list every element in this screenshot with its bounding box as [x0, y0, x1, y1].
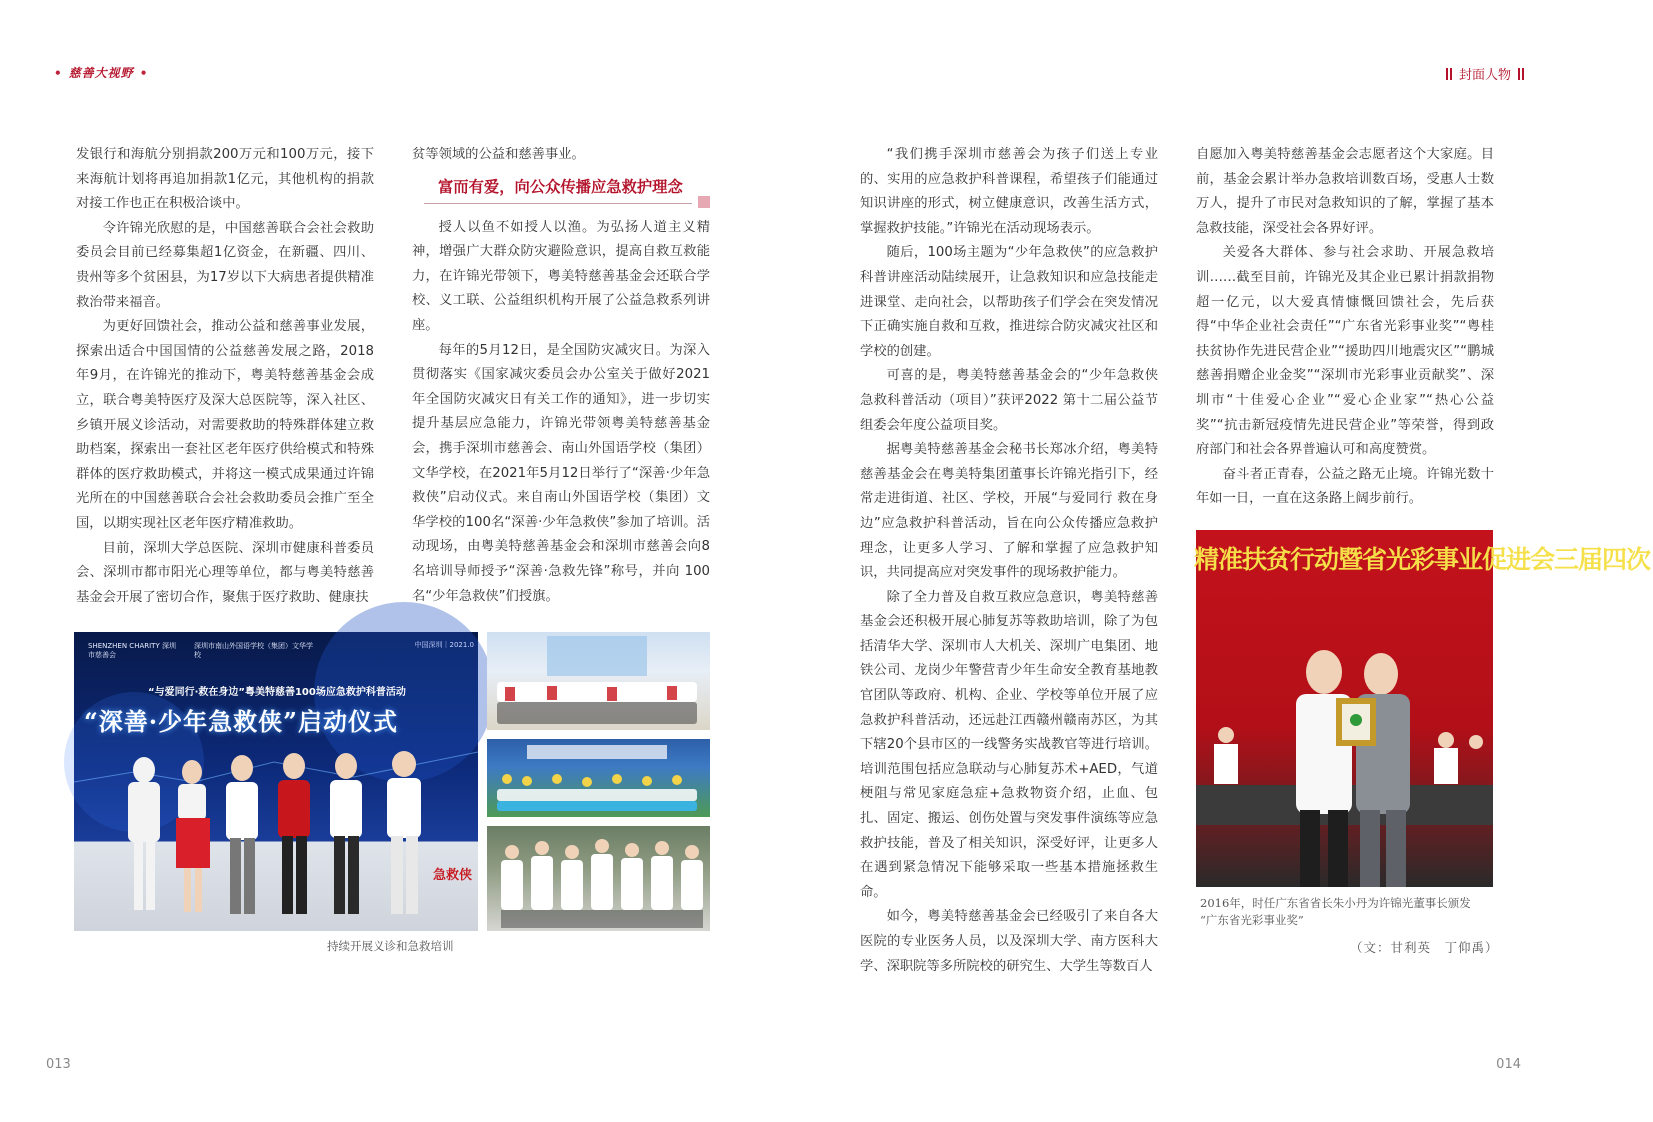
bullet-icon: •	[54, 66, 63, 80]
paragraph: 随后，100场主题为“少年急救侠”的应急救护科普讲座活动陆续展开，让急救知识和应急技能走进课堂、走向社会，以帮助孩子们学会在突发情况下正确实施自救和互救，推进综合防灾减灾社区和学校的创建。	[860, 245, 1158, 359]
page-number-left: 013	[46, 1057, 71, 1072]
section-heading: 富而有爱，向公众传播应急救护理念	[412, 172, 710, 202]
heading-underline	[424, 203, 692, 204]
photo-group-audience	[487, 632, 710, 730]
photo-award-ceremony	[1194, 530, 1651, 887]
article-credit: （文：甘利英 丁仰禹）	[1350, 940, 1499, 955]
photo-caption-right-line2: “广东省光彩事业奖”	[1200, 913, 1304, 927]
paragraph: 目前，深圳大学总医院、深圳市健康科普委员会、深圳市都市阳光心理等单位，都与粤美特慈善基金会开展了密切合作，聚焦于医疗救助、健康扶	[76, 540, 374, 605]
paragraph: 自愿加入粤美特慈善基金会志愿者这个大家庭。目前，基金会累计举办急救培训数百场，受惠人士数万人，提升了市民对急救知识的了解，掌握了基本急救技能，深受社会各界好评。	[1196, 147, 1494, 236]
banner-title: “深善·少年急救侠”启动仪式	[84, 707, 398, 736]
photo-caption-right-line1: 2016年，时任广东省省长朱小丹为许锦光董事长颁发	[1200, 896, 1471, 910]
paragraph: 据粤美特慈善基金会秘书长郑冰介绍，粤美特慈善基金会在粤美特集团董事长许锦光指引下，经常走进街道、社区、学校，开展“与爱同行 救在身边”应急救护科普活动，旨在向公众传播应急救护理念，让更多人学习、了解和掌握了应急救护知识，共同提高应对突发事件的现场救护能力。	[860, 442, 1158, 581]
paragraph: 授人以鱼不如授人以渔。为弘扬人道主义精神，增强广大群众防灾避险意识，提高自救互救能力，在许锦光带领下，粤美特慈善基金会还联合学校、义工联、公益组织机构开展了公益急救系列讲座。	[412, 219, 710, 333]
double-bar-icon	[1517, 68, 1525, 83]
sponsor-logo-school: 深圳市南山外国语学校（集团）文华学校	[194, 642, 313, 659]
text-column-4	[1196, 143, 1494, 512]
paragraph: 奋斗者正青春，公益之路无止境。许锦光数十年如一日，一直在这条路上阔步前行。	[1196, 466, 1494, 507]
column-label: 封面人物	[1439, 64, 1531, 83]
sponsor-logo-charity: SHENZHEN CHARITY 深圳市慈善会	[88, 642, 176, 659]
paragraph: 每年的5月12日，是全国防灾减灾日。为深入贯彻落实《国家减灾委员会办公室关于做好2021年全国防灾减灾日有关工作的通知》，进一步切实提升基层应急能力，许锦光带领粤美特慈善基金会，携手深圳市慈善会、南山外国语学校（集团）文华学校，在2021年5月12日举行了“深善·少年急救侠”启动仪式。来自南山外国语学校（集团）文华学校的100名“深善·少年急救侠”参加了培训。活动现场，由粤美特慈善基金会和深圳市慈善会向8名培训导师授予“深善·急救先锋”称号，并向 100名“少年急救侠”们授旗。	[412, 342, 710, 604]
banner-subtitle: “与爱同行·救在身边”粤美特慈善100场应急救护科普活动	[148, 687, 406, 698]
paragraph: “我们携手深圳市慈善会为孩子们送上专业的、实用的应急救护科普课程，希望孩子们能通过知识讲座的形式，树立健康意识，改善生活方式，掌握救护技能。”许锦光在活动现场表示。	[860, 147, 1158, 236]
award-banner-text: 精准扶贫行动暨省光彩事业促进会三届四次	[1194, 545, 1651, 574]
paragraph: 发银行和海航分别捐款200万元和100万元，接下来海航计划将再追加捐款1亿元，其他机构的捐款对接工作也正在积极洽谈中。	[76, 147, 374, 212]
photo-medical-team	[487, 826, 710, 931]
paragraph: 除了全力普及自救互救应急意识，粤美特慈善基金会还积极开展心肺复苏等救助培训，除了为包括清华大学、深圳市人大机关、深圳广电集团、地铁公司、龙岗少年警营青少年生命安全教育基地教官团队等政府、机构、企业、学校等单位开展了应急救护科普活动，还远赴江西赣州赣南苏区，为其下辖20个县市区的一线警务实战教官等进行培训。培训范围包括应急联动与心肺复苏术+AED，气道梗阻与常见家庭急症+急救物资介绍，止血、包扎、固定、搬运、创伤处置与突发事件演练等应急救护技能，普及了相关知识，深受好评，让更多人在遇到紧急情况下能够采取一些基本措施拯救生命。	[860, 589, 1158, 900]
bullet-icon: •	[139, 66, 149, 80]
students-photo-graphic	[487, 739, 710, 817]
banner-corner-text: 急救侠	[432, 868, 472, 883]
magazine-section-title: • 慈善大视野 •	[54, 66, 149, 80]
paragraph: 令许锦光欣慰的是，中国慈善联合会社会救助委员会目前已经募集超1亿资金，在新疆、四川、贵州等多个贫困县，为17岁以下大病患者提供精准救治带来福音。	[76, 220, 374, 310]
photo-caption-left: 持续开展义诊和急救培训	[327, 939, 454, 953]
double-bar-icon	[1445, 68, 1453, 83]
text-column-2	[412, 143, 710, 609]
text-column-3	[860, 143, 1158, 979]
page-number-right: 014	[1496, 1057, 1521, 1072]
medical-photo-graphic	[487, 826, 710, 931]
paragraph: 可喜的是，粤美特慈善基金会的“少年急救侠急救科普活动（项目）”获评2022 第十二届公益节组委会年度公益项目奖。	[860, 368, 1158, 433]
photo-tag: 中国深圳｜2021.0	[414, 641, 474, 649]
photo-launch-ceremony	[74, 632, 478, 931]
paragraph: 关爱各大群体、参与社会求助、开展急救培训……截至目前，许锦光及其企业已累计捐款捐物超一亿元，以大爱真情慷慨回馈社会，先后获得“中华企业社会责任”“广东省光彩事业奖”“粤桂扶贫协作先进民营企业”“援助四川地震灾区”“鹏城慈善捐赠企业金奖”“深圳市光彩事业贡献奖”、深圳市“十佳爱心企业”“爱心企业家”“热心公益奖”“抗击新冠疫情先进民营企业”等荣誉，得到政府部门和社会各界普遍认可和高度赞赏。	[1196, 245, 1494, 458]
paragraph: 贫等领域的公益和慈善事业。	[412, 147, 585, 162]
heading-square-ornament	[698, 196, 710, 208]
award-photo-graphic	[1196, 530, 1493, 887]
paragraph: 如今，粤美特慈善基金会已经吸引了来自各大医院的专业医务人员，以及深圳大学、南方医科大学、深职院等多所院校的研究生、大学生等数百人	[860, 909, 1158, 974]
photo-students-gym	[487, 739, 710, 817]
stage-backdrop-graphic	[74, 632, 478, 931]
text-column-1	[76, 143, 374, 610]
paragraph: 为更好回馈社会，推动公益和慈善事业发展，探索出适合中国国情的公益慈善发展之路，2018年9月，在许锦光的推动下，粤美特慈善基金会成立，联合粤美特医疗及深大总医院等，深入社区、乡镇开展义诊活动，对需要救助的特殊群体建立救助档案，探索出一套社区老年医疗供给模式和特殊群体的医疗救助模式，并将这一模式成果通过许锦光所在的中国慈善联合会社会救助委员会推广至全国，以期实现社区老年医疗精准救助。	[76, 319, 374, 531]
group-photo-graphic	[487, 632, 710, 730]
